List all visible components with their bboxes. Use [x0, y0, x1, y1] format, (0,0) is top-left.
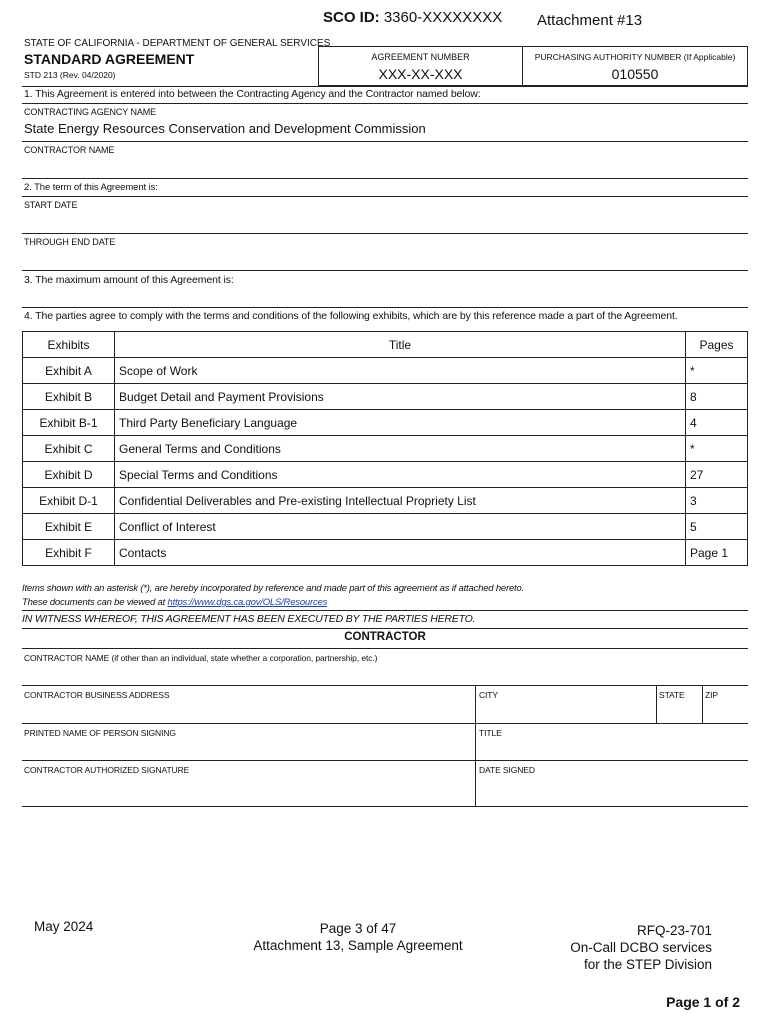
column-header: Exhibits	[23, 332, 115, 358]
contractor-name-label: CONTRACTOR NAME	[24, 145, 115, 155]
contracting-agency-label: CONTRACTING AGENCY NAME	[24, 107, 157, 117]
footer-service-line-1: On-Call DCBO services	[570, 940, 712, 955]
table-row	[23, 462, 748, 488]
exhibit-pages: 8	[686, 384, 748, 410]
signature-label: CONTRACTOR AUTHORIZED SIGNATURE	[24, 765, 190, 775]
start-date-label: START DATE	[24, 200, 78, 210]
footer-attachment: Attachment 13, Sample Agreement	[253, 938, 463, 953]
exhibit-title: Confidential Deliverables and Pre-existing Intellectual Propriety List	[115, 488, 686, 514]
exhibit-id: Exhibit C	[23, 436, 115, 462]
date-signed-label: DATE SIGNED	[479, 765, 535, 775]
divider	[22, 86, 748, 87]
section-4-text: 4. The parties agree to comply with the terms and conditions of the following exhibits, which are by this reference made a part of the Agreement.	[24, 310, 678, 322]
asterisk-note: Items shown with an asterisk (*), are hereby incorporated by reference and made part of this agreement as if attached hereto.	[22, 583, 524, 594]
zip-label: ZIP	[705, 690, 718, 700]
divider	[22, 610, 748, 611]
column-divider	[656, 685, 657, 723]
exhibits-table	[22, 331, 748, 566]
attachment-label: Attachment #13	[537, 12, 643, 29]
divider	[22, 103, 748, 104]
exhibit-title: Special Terms and Conditions	[115, 462, 686, 488]
exhibit-pages: *	[686, 436, 748, 462]
contractor-name-field[interactable]	[22, 178, 748, 179]
business-address-field[interactable]	[22, 723, 748, 724]
column-header: Title	[115, 332, 686, 358]
table-row	[23, 514, 748, 540]
exhibit-id: Exhibit F	[23, 540, 115, 566]
business-address-label: CONTRACTOR BUSINESS ADDRESS	[24, 690, 170, 700]
divider	[22, 648, 748, 649]
table-row	[23, 410, 748, 436]
section-2-text: 2. The term of this Agreement is:	[24, 182, 158, 193]
purchasing-authority-label: PURCHASING AUTHORITY NUMBER (If Applicable)	[534, 52, 736, 62]
section-3-text: 3. The maximum amount of this Agreement is:	[24, 274, 234, 286]
exhibit-id: Exhibit D	[23, 462, 115, 488]
section-1-text: 1. This Agreement is entered into between the Contracting Agency and the Contractor named below:	[24, 88, 481, 100]
printed-name-label: PRINTED NAME OF PERSON SIGNING	[24, 728, 176, 738]
resources-note-text: These documents can be viewed at	[22, 597, 168, 608]
column-divider	[702, 685, 703, 723]
footer-service-line-2: for the STEP Division	[583, 957, 712, 972]
exhibit-pages: 3	[686, 488, 748, 514]
agreement-number-value[interactable]: XXX-XX-XXX	[378, 66, 463, 82]
column-header: Pages	[686, 332, 748, 358]
agreement-number-box	[318, 46, 523, 86]
exhibit-title: General Terms and Conditions	[115, 436, 686, 462]
footer-page-number: Page 3 of 47	[319, 921, 397, 936]
exhibit-title: Contacts	[115, 540, 686, 566]
resources-note	[22, 597, 327, 608]
purchasing-authority-value[interactable]: 010550	[611, 66, 659, 82]
footer-rfq: RFQ-23-701	[636, 923, 712, 938]
exhibit-pages: 4	[686, 410, 748, 436]
table-row	[23, 384, 748, 410]
purchasing-authority-box	[522, 46, 748, 86]
exhibit-id: Exhibit A	[23, 358, 115, 384]
start-date-field[interactable]	[22, 233, 748, 234]
table-row	[23, 540, 748, 566]
agreement-number-label: AGREEMENT NUMBER	[371, 52, 470, 62]
divider	[22, 196, 748, 197]
sco-id-label: SCO ID:	[323, 9, 380, 26]
divider	[22, 141, 748, 142]
exhibit-pages: 27	[686, 462, 748, 488]
exhibit-pages: Page 1	[686, 540, 748, 566]
contractor-heading: CONTRACTOR	[344, 631, 426, 643]
form-number: STD 213 (Rev. 04/2020)	[24, 70, 116, 80]
department-name: STATE OF CALIFORNIA - DEPARTMENT OF GENERAL SERVICES	[24, 38, 331, 49]
table-row	[23, 488, 748, 514]
exhibit-title: Third Party Beneficiary Language	[115, 410, 686, 436]
divider	[22, 628, 748, 629]
exhibit-pages: *	[686, 358, 748, 384]
state-label: STATE	[659, 690, 685, 700]
form-page-indicator: Page 1 of 2	[666, 994, 740, 1010]
exhibit-title: Budget Detail and Payment Provisions	[115, 384, 686, 410]
footer-date: May 2024	[34, 919, 94, 934]
exhibit-id: Exhibit B	[23, 384, 115, 410]
printed-name-field[interactable]	[22, 760, 748, 761]
signature-field[interactable]	[22, 806, 748, 807]
exhibit-pages: 5	[686, 514, 748, 540]
contracting-agency-value[interactable]: State Energy Resources Conservation and Development Commission	[24, 121, 426, 136]
contractor-entity-label: CONTRACTOR NAME (if other than an individual, state whether a corporation, partnership, etc.)	[24, 653, 378, 663]
table-row	[23, 436, 748, 462]
end-date-field[interactable]	[22, 270, 748, 271]
exhibit-title: Scope of Work	[115, 358, 686, 384]
form-title: STANDARD AGREEMENT	[24, 51, 195, 67]
exhibit-id: Exhibit E	[23, 514, 115, 540]
exhibit-id: Exhibit B-1	[23, 410, 115, 436]
table-header-row	[23, 332, 748, 358]
resources-link[interactable]: https://www.dgs.ca.gov/OLS/Resources	[167, 597, 328, 608]
exhibit-title: Conflict of Interest	[115, 514, 686, 540]
exhibit-id: Exhibit D-1	[23, 488, 115, 514]
end-date-label: THROUGH END DATE	[24, 237, 116, 247]
city-label: CITY	[479, 690, 498, 700]
sco-id-value: 3360-XXXXXXXX	[383, 9, 503, 26]
column-divider	[475, 685, 476, 807]
sco-id	[323, 9, 502, 26]
witness-statement: IN WITNESS WHEREOF, THIS AGREEMENT HAS BEEN EXECUTED BY THE PARTIES HERETO.	[22, 613, 476, 625]
title-label: TITLE	[479, 728, 502, 738]
max-amount-field[interactable]	[22, 307, 748, 308]
contractor-entity-field[interactable]	[22, 685, 748, 686]
table-row	[23, 358, 748, 384]
